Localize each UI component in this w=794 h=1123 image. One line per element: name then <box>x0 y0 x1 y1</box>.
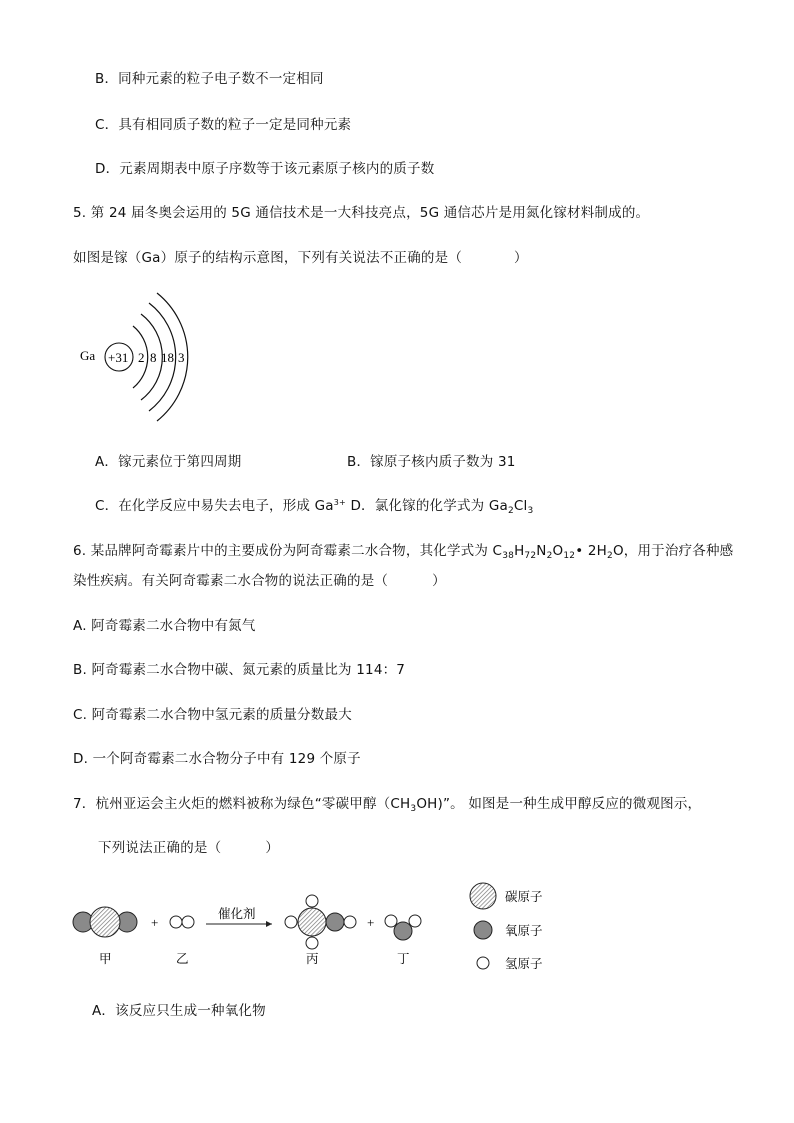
bing-hydrogen-left <box>285 916 297 928</box>
q6-option-b: B. 阿奇霉素二水合物中碳、氮元素的质量比为 114：7 <box>73 662 406 678</box>
q7-stem-text2: 下列说法正确的是（ <box>98 840 222 856</box>
bing-hydrogen-top <box>306 895 318 907</box>
reaction-arrow-head <box>266 921 272 927</box>
q6-stem-text1-end: O，用于治疗各种感 <box>612 543 734 559</box>
ga-symbol: Ga <box>80 348 96 363</box>
q5-option-c: C．在化学反应中易失去电子，形成 Ga <box>95 498 334 514</box>
q6-formula-o: O <box>552 543 564 559</box>
bing-carbon <box>298 908 326 936</box>
q7-formula-sub-3: 3 <box>410 804 417 814</box>
q6-formula-h: H <box>514 543 525 559</box>
q6-formula-sub-72: 72 <box>524 551 537 561</box>
legend-oxygen-symbol <box>474 921 492 939</box>
q5-option-a: A．镓元素位于第四周期 <box>95 454 242 470</box>
q6-formula-water: • 2H <box>575 543 608 559</box>
q6-option-d: D. 一个阿奇霉素二水合物分子中有 129 个原子 <box>73 751 361 767</box>
ding-oxygen <box>394 922 412 940</box>
q7-option-a: A．该反应只生成一种氧化物 <box>92 1003 266 1019</box>
q5-option-d: D．氯化镓的化学式为 Ga <box>345 498 508 514</box>
q6-stem-line2 <box>73 569 446 589</box>
molecule-jia <box>73 907 137 937</box>
q5-option-d-sub-cl: 3 <box>527 506 534 516</box>
legend-hydrogen-symbol <box>477 957 489 969</box>
molecule-bing <box>285 895 356 949</box>
legend-oxygen-label: 氧原子 <box>505 923 543 938</box>
legend-carbon-symbol <box>470 883 496 909</box>
q4-option-b: B．同种元素的粒子电子数不一定相同 <box>95 71 324 87</box>
q5-stem-line2 <box>73 246 528 266</box>
label-yi: 乙 <box>176 951 189 966</box>
q7-stem-text1: 7．杭州亚运会主火炬的燃料被称为绿色“零碳甲醇（CH <box>73 796 411 812</box>
yi-hydrogen-2 <box>182 916 194 928</box>
bing-oxygen <box>326 913 344 931</box>
q6-stem-text2: 染性疾病。有关阿奇霉素二水合物的说法正确的是（ <box>73 573 389 589</box>
legend-hydrogen-label: 氢原子 <box>505 956 543 971</box>
q5-stem-line1 <box>73 201 649 221</box>
yi-hydrogen-1 <box>170 916 182 928</box>
ga-shell-2-electrons: 8 <box>150 350 157 365</box>
ding-hydrogen-right <box>409 915 421 927</box>
q6-close-paren: ） <box>432 573 446 589</box>
q7-stem-text1-end: OH)”。 如图是一种生成甲醇反应的微观图示， <box>416 796 702 812</box>
reaction-legend <box>470 883 543 971</box>
q6-formula-sub-2: 2 <box>546 551 553 561</box>
q5-options-cd <box>95 494 533 516</box>
q5-option-b: B．镓原子核内质子数为 31 <box>347 454 516 470</box>
q4-option-d: D．元素周期表中原子序数等于该元素原子核内的质子数 <box>95 161 435 177</box>
q5-option-d-cl: Cl <box>513 498 528 514</box>
molecule-yi <box>170 916 194 928</box>
q6-formula-sub-38: 38 <box>502 551 515 561</box>
q7-stem-line1 <box>73 792 701 814</box>
molecule-ding <box>385 915 421 940</box>
reaction-diagram <box>60 872 560 982</box>
jia-carbon <box>90 907 120 937</box>
catalyst-label: 催化剂 <box>218 906 256 921</box>
ding-hydrogen-left <box>385 915 397 927</box>
q5-option-c-superscript: 3+ <box>333 498 346 507</box>
q6-formula-n: N <box>536 543 547 559</box>
q5-close-paren: ） <box>514 250 528 266</box>
label-ding: 丁 <box>397 951 410 966</box>
q6-stem-text1: 6. 某品牌阿奇霉素片中的主要成份为阿奇霉素二水合物，其化学式为 C <box>73 543 503 559</box>
q4-option-c: C．具有相同质子数的粒子一定是同种元素 <box>95 117 352 133</box>
ga-atom-diagram <box>70 290 200 425</box>
q5-option-d-sub-ga: 2 <box>507 506 514 516</box>
q5-stem-text2: 如图是镓（Ga）原子的结构示意图，下列有关说法不正确的是（ <box>73 250 463 266</box>
q6-formula-sub-12: 12 <box>563 551 576 561</box>
ga-shell-3-electrons: 18 <box>161 350 174 365</box>
q6-formula-sub-water: 2 <box>607 551 613 561</box>
label-bing: 丙 <box>306 951 319 966</box>
ga-shell-1-electrons: 2 <box>138 350 145 365</box>
bing-hydrogen-bottom <box>306 937 318 949</box>
q7-close-paren: ） <box>265 840 280 856</box>
q7-stem-line2 <box>98 836 279 856</box>
q6-stem-line1 <box>73 539 733 561</box>
q5-number: 5. <box>73 205 91 221</box>
bing-hydrogen-right <box>344 916 356 928</box>
ga-shell-4-electrons: 3 <box>178 350 185 365</box>
q5-stem-text: 第 24 届冬奥会运用的 5G 通信技术是一大科技亮点，5G 通信芯片是用氮化镓材料制成的。 <box>90 205 650 221</box>
q6-option-a: A. 阿奇霉素二水合物中有氮气 <box>73 618 256 634</box>
plus-sign-1: + <box>151 915 159 930</box>
label-jia: 甲 <box>99 951 112 966</box>
q6-option-c: C. 阿奇霉素二水合物中氢元素的质量分数最大 <box>73 707 352 723</box>
legend-carbon-label: 碳原子 <box>505 889 543 904</box>
ga-nucleus-charge: +31 <box>108 350 129 365</box>
plus-sign-2: + <box>367 915 375 930</box>
